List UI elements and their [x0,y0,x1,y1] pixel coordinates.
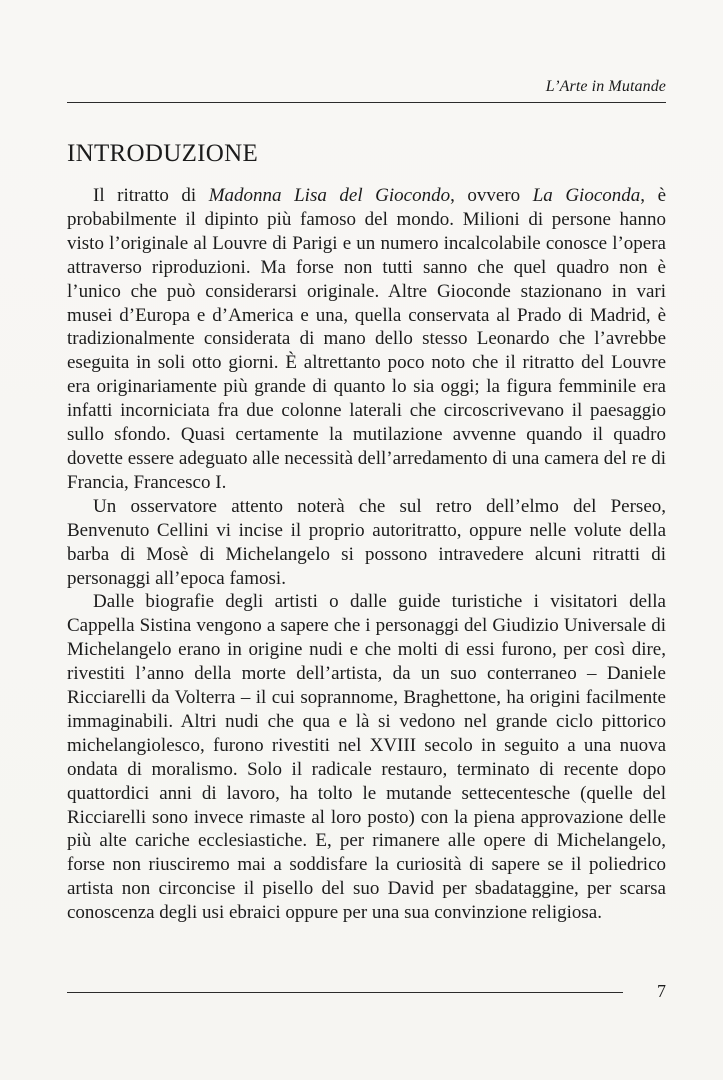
footer-rule [67,992,623,993]
header-rule [67,102,666,103]
page-number: 7 [657,981,666,1001]
text-run: , ovvero [450,185,533,206]
body-text [67,184,666,925]
italic-title-text: La Gioconda [532,185,641,206]
running-head: L’Arte in Mutande [545,78,666,95]
chapter-title: INTRODUZIONE [67,140,259,167]
text-run: Il ritratto di [93,185,209,206]
paragraph [67,590,666,925]
text-run: Un osservatore attento noterà che sul retro dell’elmo del Perseo, Benvenuto Cellini vi incise il proprio autoritratto, oppure nelle volute della barba di Mosè di Michelangelo si possono intravedere alcuni ritratti di personaggi all’epoca famosi. [67,495,666,589]
italic-title-text: Madonna Lisa del Giocondo [208,185,451,206]
paragraph [67,495,666,591]
text-run: Dalle biografie degli artisti o dalle guide turistiche i visitatori della Cappella Sistina vengono a sapere che i personaggi del Giudizio Universale di Michelangelo erano in origine nudi e che molti di essi furono, per così dire, rivestiti l’anno della morte dell’artista, da un suo conterraneo – Daniele Ricciarelli da Volterra – il cui soprannome, Braghettone, ha origini facilmente immaginabili. Altri nudi che qua e là si vedono nel grande ciclo pittorico michelangiolesco, furono rivestiti nel XVIII secolo in seguito a una nuova ondata di moralismo. Solo il radicale restauro, terminato di recente dopo quattordici anni di lavoro, ha tolto le mutande settecentesche (quelle del Ricciarelli sono invece rimaste al loro posto) con la piena approvazione delle più alte cariche ecclesiastiche. E, per rimanere alle opere di Michelangelo, forse non riusciremo mai a soddisfare la curiosità di sapere se il poliedrico artista non circoncise il pisello del suo David per sbadataggine, per scarsa conoscenza degli usi ebraici oppure per una sua convinzione religiosa. [67,591,666,924]
text-run: , è probabilmente il dipinto più famoso del mondo. Milioni di persone hanno visto l’originale al Louvre di Parigi e un numero incalcolabile conosce l’opera attraverso riproduzioni. Ma forse non tutti sanno che quel quadro non è l’unico che può considerarsi originale. Altre Gioconde stazionano in vari musei d’Europa e d’America e una, quella conservata al Prado di Madrid, è tradizionalmente considerata di mano dello stesso Leonardo che l’avrebbe eseguita in soli otto giorni. È altrettanto poco noto che il ritratto del Louvre era originariamente più grande di quanto lo sia oggi; la figura femminile era infatti incorniciata fra due colonne laterali che circoscrivevano il paesaggio sullo sfondo. Quasi certamente la mutilazione avvenne quando il quadro dovette essere adeguato alle necessità dell’arredamento di una camera del re di Francia, Francesco I. [67,185,666,493]
paragraph [67,184,666,495]
